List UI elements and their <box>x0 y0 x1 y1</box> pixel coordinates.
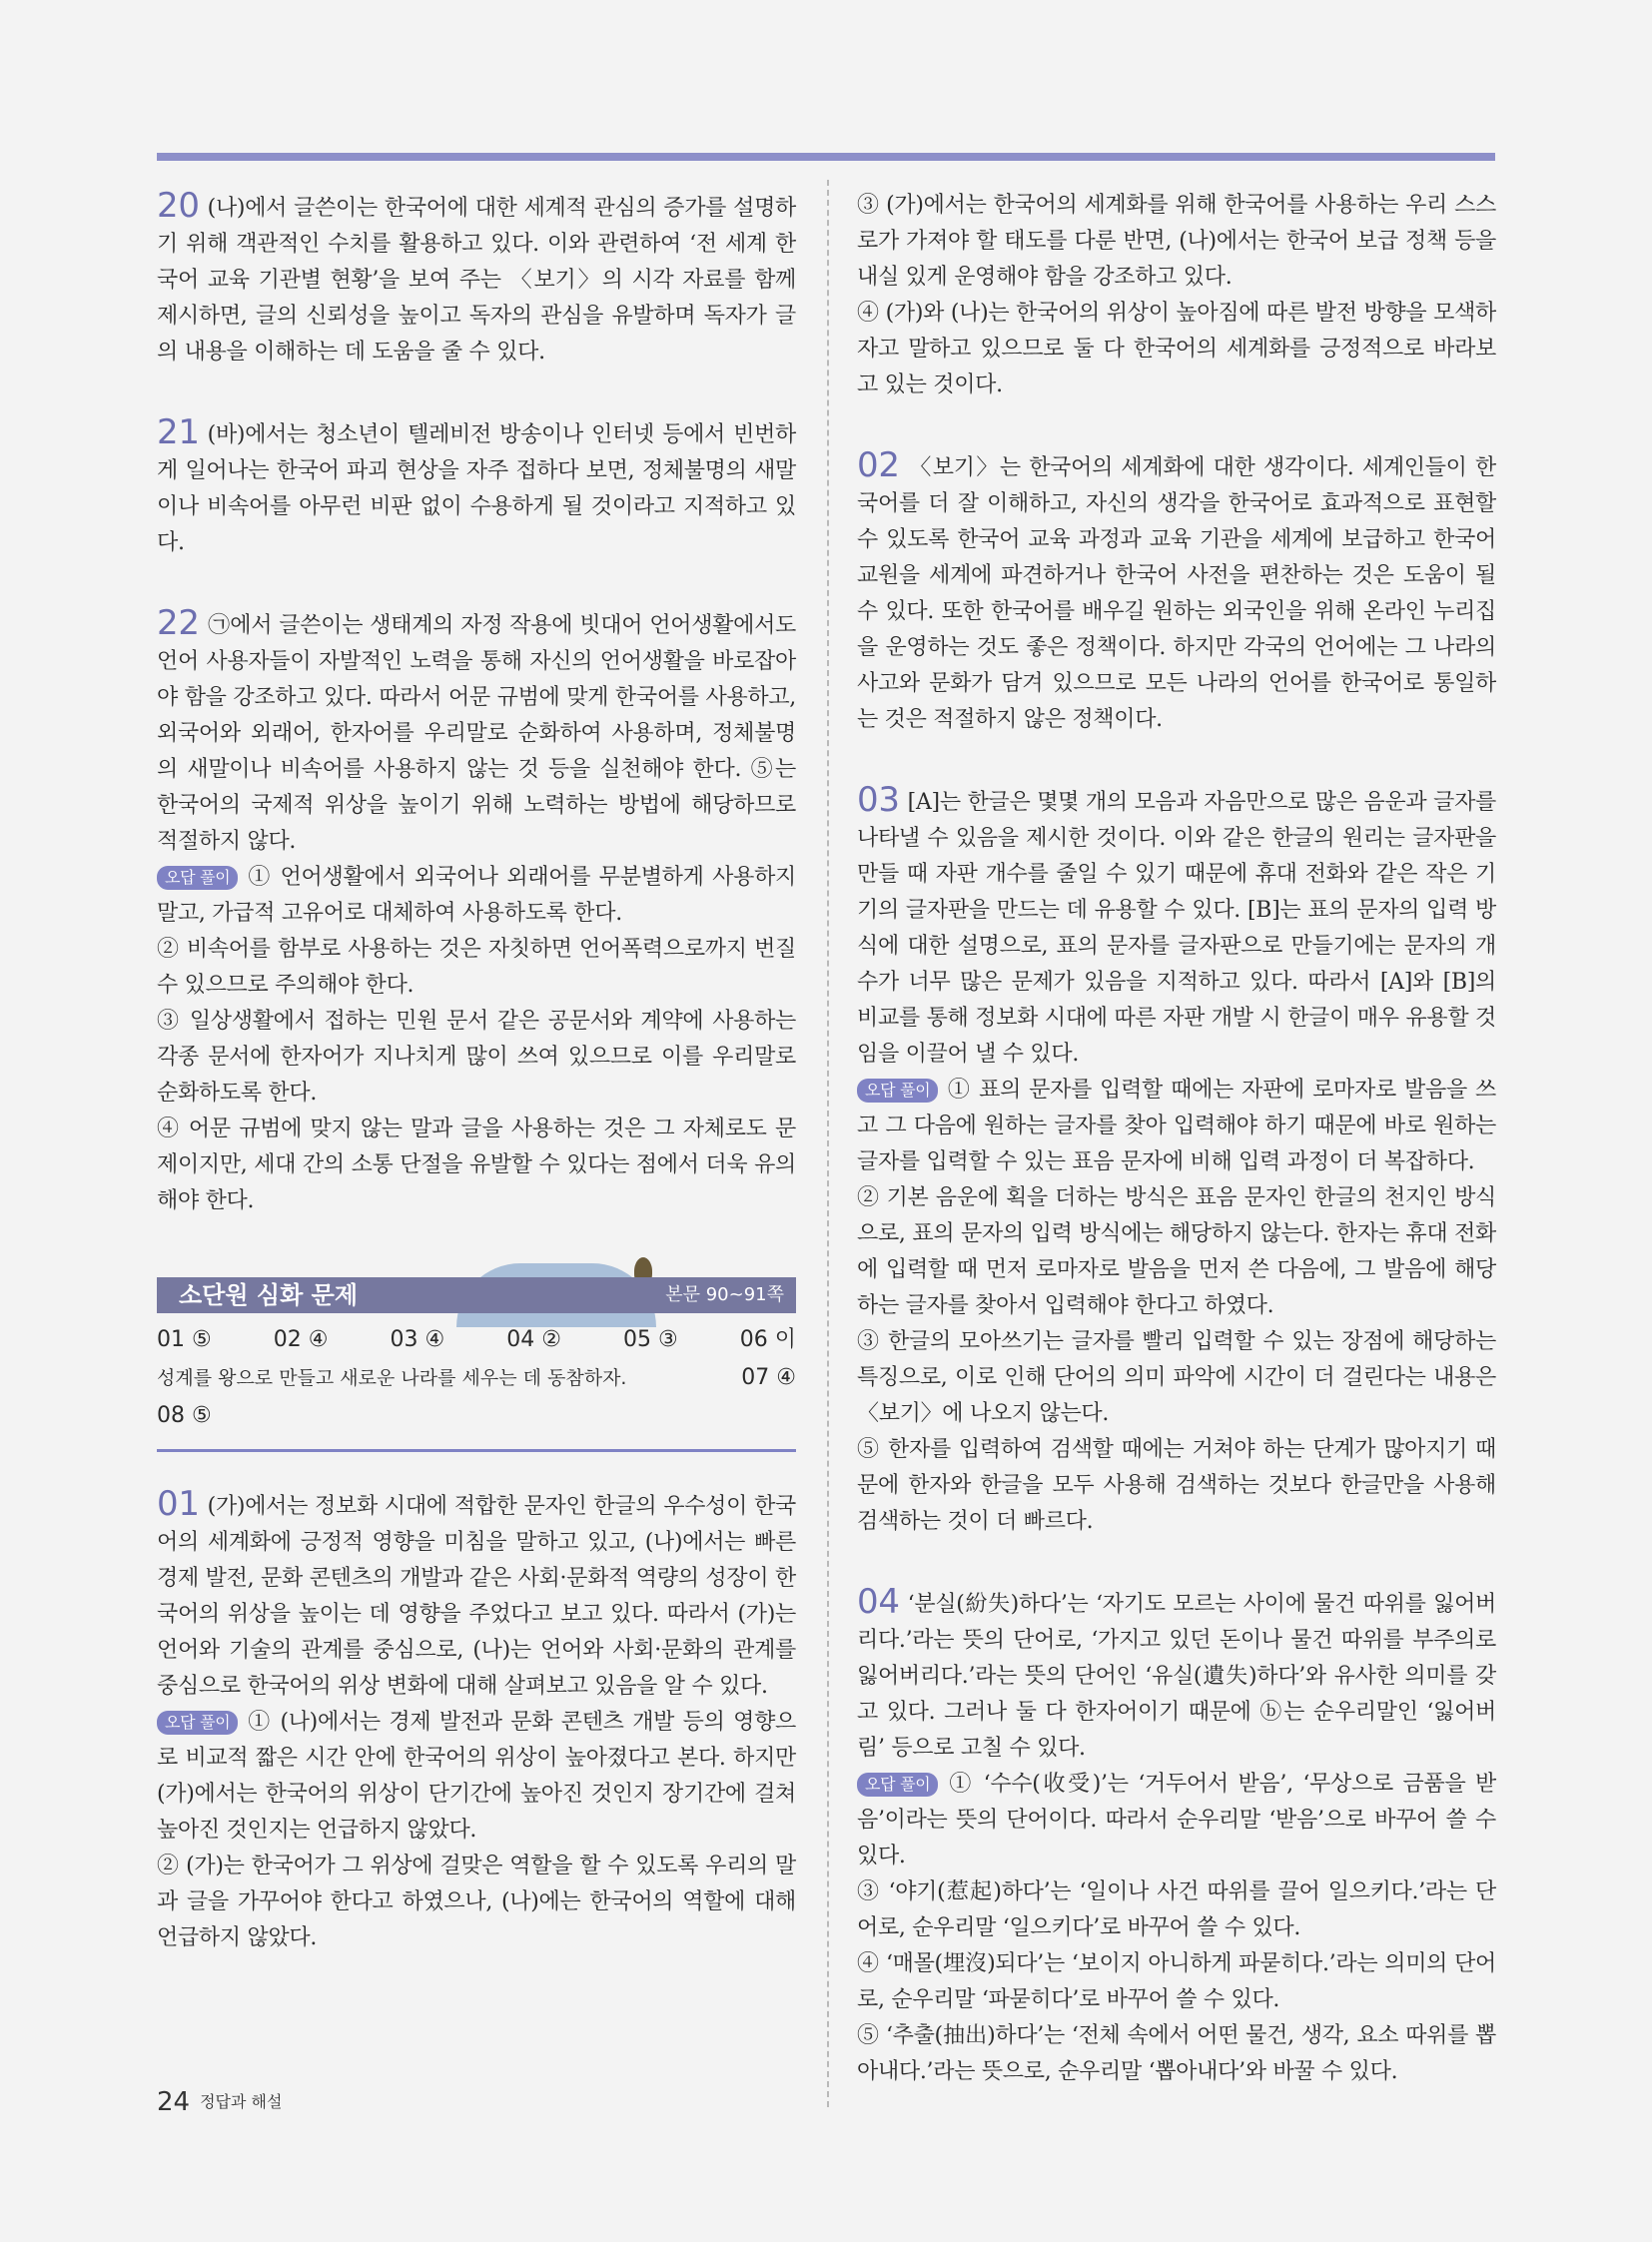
answer-item: 02 ④ <box>273 1327 329 1352</box>
wrong-answer-note <box>857 1073 1496 1180</box>
answer-item: 08 ⑤ <box>157 1403 212 1428</box>
note-text: ① 언어생활에서 외국어나 외래어를 무분별하게 사용하지 말고, 가급적 고유어로 대체하여 사용하도록 한다. <box>157 865 796 926</box>
answer-item: 03 ④ <box>390 1327 445 1352</box>
note-text: ① (나)에서는 경제 발전과 문화 콘텐츠 개발 등의 영향으로 비교적 짧은 시간 안에 한국어의 위상이 높아졌다고 본다. 하지만 (가)에서는 한국어의 위상이 단기간에 높아진 것인지 장기간에 걸쳐 높아진 것인지는 언급하지 않았다. <box>157 1710 796 1843</box>
question-01 <box>157 1486 796 1956</box>
question-number: 03 <box>857 780 900 820</box>
question-number: 02 <box>857 445 900 485</box>
question-02 <box>857 447 1496 738</box>
explanation-text: (바)에서는 청소년이 텔레비전 방송이나 인터넷 등에서 빈번하게 일어나는 한국어 파괴 현상을 자주 접하다 보면, 정체불명의 새말이나 비속어를 아무런 비판 없이 수용하게 될 것이라고 지적하고 있다. <box>157 422 796 555</box>
explanation-text: ‘분실(紛失)하다’는 ‘자기도 모르는 사이에 물건 따위를 잃어버리다.’라는 뜻의 단어로, ‘가지고 있던 돈이나 물건 따위를 부주의로 잃어버리다.’라는 뜻의 단어인 ‘유실(遺失)하다’와 유사한 의미를 갖고 있다. 그러나 둘 다 한자어이기 때문에 ⓑ는 순우리말인 ‘잃어버림’ 등으로 고칠 수 있다. <box>857 1592 1496 1761</box>
section-page-ref: 본문 90~91쪽 <box>665 1284 784 1305</box>
wrong-answer-note: ③ 일상생활에서 접하는 민원 문서 같은 공문서와 계약에 사용하는 각종 문서에 한자어가 지나치게 많이 쓰여 있으므로 이를 우리말로 순화하도록 한다. <box>157 1009 796 1106</box>
answer-item: 04 ② <box>506 1327 561 1352</box>
wrong-answer-note: ⑤ ‘추출(抽出)하다’는 ‘전체 속에서 어떤 물건, 생각, 요소 따위를 뽑아내다.’라는 뜻으로, 순우리말 ‘뽑아내다’와 바꿀 수 있다. <box>857 2023 1496 2084</box>
explanation-text: [A]는 한글은 몇몇 개의 모음과 자음만으로 많은 음운과 글자를 나타낼 수 있음을 제시한 것이다. 이와 같은 한글의 원리는 글자판을 만들 때 자판 개수를 줄일 수 있기 때문에 휴대 전화와 같은 작은 기기의 글자판을 만드는 데 유용할 수 있다. [B]는 표의 문자의 입력 방식에 대한 설명으로, 표의 문자를 글자판으로 만들기에는 문자의 개수가 너무 많은 문제가 있음을 지적하고 있다. 따라서 [A]와 [B]의 비교를 통해 정보화 시대에 따른 자판 개발 시 한글이 매우 유용할 것임을 이끌어 낼 수 있다. <box>857 790 1496 1067</box>
left-column <box>157 188 796 2000</box>
explanation-text: 〈보기〉는 한국어의 세계화에 대한 생각이다. 세계인들이 한국어를 더 잘 이해하고, 자신의 생각을 한국어로 효과적으로 표현할 수 있도록 한국어 교육 과정과 교육 기관을 세계에 보급하고 한국어 교원을 세계에 파견하거나 한국어 사전을 편찬하는 것은 도움이 될 수 있다. 또한 한국어를 배우길 원하는 외국인을 위해 온라인 누리집을 운영하는 것도 좋은 정책이다. 하지만 각국의 언어에는 그 나라의 사고와 문화가 담겨 있으므로 모든 나라의 언어를 한국어로 통일하는 것은 적절하지 않은 정책이다. <box>857 455 1496 732</box>
question-20 <box>157 188 796 371</box>
question-04 <box>857 1584 1496 2090</box>
wrong-answer-note <box>857 1767 1496 1874</box>
right-column <box>857 188 1496 2134</box>
wrong-answer-note <box>157 860 796 932</box>
wrong-answer-badge: 오답 풀이 <box>157 1711 238 1735</box>
wrong-answer-note: ④ ‘매몰(埋沒)되다’는 ‘보이지 아니하게 파묻히다.’라는 의미의 단어로, 순우리말 ‘파묻히다’로 바꾸어 쓸 수 있다. <box>857 1951 1496 2012</box>
wrong-answer-note: ② (가)는 한국어가 그 위상에 걸맞은 역할을 할 수 있도록 우리의 말과 글을 가꾸어야 한다고 하였으나, (나)에는 한국어의 역할에 대해 언급하지 않았다. <box>157 1854 796 1950</box>
wrong-answer-note: ② 비속어를 함부로 사용하는 것은 자칫하면 언어폭력으로까지 번질 수 있으므로 주의해야 한다. <box>157 937 796 998</box>
wrong-answer-note <box>157 1705 796 1849</box>
wrong-answer-note: ⑤ 한자를 입력하여 검색할 때에는 거쳐야 하는 단계가 많아지기 때문에 한자와 한글을 모두 사용해 검색하는 것보다 한글만을 사용해 검색하는 것이 더 빠르다. <box>857 1437 1496 1534</box>
question-03 <box>857 782 1496 1540</box>
question-04-text <box>857 1584 1496 1767</box>
section-title: 소단원 심화 문제 <box>179 1281 358 1309</box>
answer-row <box>157 1397 796 1435</box>
explanation-text: (가)에서는 정보화 시대에 적합한 문자인 한글의 우수성이 한국어의 세계화에 긍정적 영향을 미침을 말하고 있고, (나)에서는 빠른 경제 발전, 문화 콘텐츠의 개발과 같은 사회·문화적 역량의 성장이 한국어의 위상을 높이는 데 영향을 주었다고 보고 있다. 따라서 (가)는 언어와 기술의 관계를 중심으로, (나)는 언어와 사회·문화의 관계를 중심으로 한국어의 위상 변화에 대해 살펴보고 있음을 알 수 있다. <box>157 1494 796 1699</box>
answer-row <box>157 1359 796 1397</box>
question-number: 20 <box>157 186 200 226</box>
answer-key <box>157 1321 796 1435</box>
answer-rule <box>157 1449 796 1452</box>
question-number: 04 <box>857 1582 900 1622</box>
answer-item: 01 ⑤ <box>157 1327 212 1352</box>
wrong-answer-note: ③ (가)에서는 한국어의 세계화를 위해 한국어를 사용하는 우리 스스로가 가져야 할 태도를 다룬 반면, (나)에서는 한국어 보급 정책 등을 내실 있게 운영해야 함을 강조하고 있다. <box>857 193 1496 290</box>
answer-item: 성계를 왕으로 만들고 새로운 나라를 세우는 데 동참하자. <box>157 1367 627 1389</box>
question-01-continued <box>857 188 1496 403</box>
question-number: 22 <box>157 603 200 643</box>
question-21-text <box>157 414 796 561</box>
wrong-answer-note: ④ 어문 규범에 맞지 않는 말과 글을 사용하는 것은 그 자체로도 문제이지만, 세대 간의 소통 단절을 유발할 수 있다는 점에서 더욱 유의해야 한다. <box>157 1117 796 1213</box>
question-03-text <box>857 782 1496 1073</box>
wrong-answer-note: ② 기본 음운에 획을 더하는 방식은 표음 문자인 한글의 천지인 방식으로, 표의 문자의 입력 방식에는 해당하지 않는다. 한자는 휴대 전화에 입력할 때 먼저 로마자로 발음을 먼저 쓴 다음에, 그 발음에 해당하는 글자를 찾아서 입력해야 한다고 하였다. <box>857 1185 1496 1318</box>
explanation-text: (나)에서 글쓴이는 한국어에 대한 세계적 관심의 증가를 설명하기 위해 객관적인 수치를 활용하고 있다. 이와 관련하여 ‘전 세계 한국어 교육 기관별 현황’을 보여 주는 〈보기〉의 시각 자료를 함께 제시하면, 글의 신뢰성을 높이고 독자의 관심을 유발하며 독자가 글의 내용을 이해하는 데 도움을 줄 수 있다. <box>157 196 796 365</box>
wrong-answer-badge: 오답 풀이 <box>157 866 238 890</box>
section-header <box>157 1263 796 1313</box>
answer-item: 05 ③ <box>623 1327 678 1352</box>
explanation-text: ㉠에서 글쓴이는 생태계의 자정 작용에 빗대어 언어생활에서도 언어 사용자들이 자발적인 노력을 통해 자신의 언어생활을 바로잡아야 함을 강조하고 있다. 따라서 어문 규범에 맞게 한국어를 사용하고, 외국어와 외래어, 한자어를 우리말로 순화하여 사용하며, 정체불명의 새말이나 비속어를 사용하지 않는 것 등을 실천해야 한다. ⑤는 한국어의 국제적 위상을 높이기 위해 노력하는 방법에 해당하므로 적절하지 않다. <box>157 613 796 854</box>
page-number: 24 <box>157 2087 191 2117</box>
answer-item: 06 이 <box>739 1327 796 1352</box>
page-footer <box>157 2087 282 2117</box>
question-21 <box>157 414 796 561</box>
note-text: ① ‘수수(收受)’는 ‘거두어서 받음’, ‘무상으로 금품을 받음’이라는 뜻의 단어이다. 따라서 순우리말 ‘받음’으로 바꾸어 쓸 수 있다. <box>857 1772 1496 1868</box>
answer-item: 07 ④ <box>741 1365 796 1390</box>
question-number: 21 <box>157 412 200 452</box>
wrong-answer-note: ④ (가)와 (나)는 한국어의 위상이 높아짐에 따른 발전 방향을 모색하자고 말하고 있으므로 둘 다 한국어의 세계화를 긍정적으로 바라보고 있는 것이다. <box>857 301 1496 397</box>
question-22 <box>157 605 796 1219</box>
question-02-text <box>857 447 1496 738</box>
question-22-text <box>157 605 796 860</box>
question-01-text <box>157 1486 796 1705</box>
column-divider <box>827 180 829 2107</box>
wrong-answer-badge: 오답 풀이 <box>857 1773 938 1797</box>
top-rule <box>157 153 1495 161</box>
note-text: ① 표의 문자를 입력할 때에는 자판에 로마자로 발음을 쓰고 그 다음에 원하는 글자를 찾아 입력해야 하기 때문에 바로 원하는 글자를 입력할 수 있는 표음 문자에 비해 입력 과정이 더 복잡하다. <box>857 1078 1496 1174</box>
question-20-text <box>157 188 796 371</box>
wrong-answer-note: ③ ‘야기(惹起)하다’는 ‘일이나 사건 따위를 끌어 일으키다.’라는 단어로, 순우리말 ‘일으키다’로 바꾸어 쓸 수 있다. <box>857 1879 1496 1940</box>
wrong-answer-badge: 오답 풀이 <box>857 1079 938 1103</box>
footer-label: 정답과 해설 <box>200 2092 283 2111</box>
question-number: 01 <box>157 1484 200 1524</box>
wrong-answer-note: ③ 한글의 모아쓰기는 글자를 빨리 입력할 수 있는 장점에 해당하는 특징으로, 이로 인해 단어의 의미 파악에 시간이 더 걸린다는 내용은 〈보기〉에 나오지 않는다. <box>857 1329 1496 1426</box>
